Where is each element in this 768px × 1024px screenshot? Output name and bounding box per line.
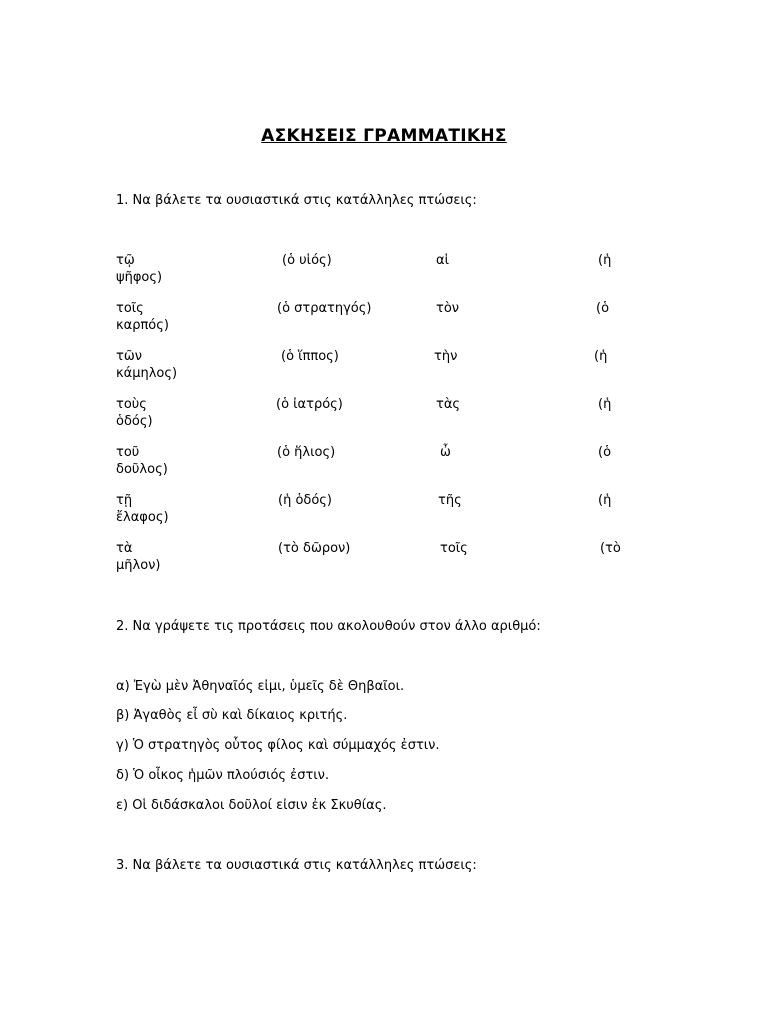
- noun-cell-end: ἔλαφος): [116, 510, 169, 525]
- noun-cell-start: (τὸ: [600, 541, 621, 556]
- noun-cell-start: (ἡ: [598, 493, 612, 508]
- noun-cell: (ὁ υἱός): [282, 253, 332, 268]
- article-cell: τὴν: [434, 349, 458, 364]
- article-cell: ὦ: [440, 445, 451, 460]
- noun-cell: (ἡ ὁδός): [278, 493, 333, 508]
- exercise2-instruction: 2. Να γράψετε τις προτάσεις που ακολουθούν στον άλλο αριθμό:: [116, 619, 541, 634]
- article-cell: αἱ: [436, 253, 449, 268]
- article-cell: τοῦ: [116, 445, 140, 460]
- article-cell: τῶν: [116, 349, 142, 364]
- article-cell: τὸν: [436, 301, 460, 316]
- sentence-item: γ) Ὁ στρατηγὸς οὗτος φίλος καὶ σύμμαχός ἐστιν.: [116, 738, 440, 753]
- noun-cell-end: ὁδός): [116, 414, 153, 429]
- article-cell: τῷ: [116, 253, 135, 268]
- page-title: ΑΣΚΗΣΕΙΣ ΓΡΑΜΜΑΤΙΚΗΣ: [261, 126, 507, 146]
- noun-cell-end: δοῦλος): [116, 462, 168, 477]
- noun-cell-end: ψῆφος): [116, 270, 163, 285]
- noun-cell-end: μῆλον): [116, 558, 161, 573]
- article-cell: τὰ: [116, 541, 133, 556]
- exercise3-instruction: 3. Να βάλετε τα ουσιαστικά στις κατάλληλες πτώσεις:: [116, 858, 477, 873]
- article-cell: τῇ: [116, 493, 133, 508]
- noun-cell-end: κάμηλος): [116, 366, 178, 381]
- sentence-item: α) Ἐγὼ μὲν Ἀθηναῖός εἰμι, ὑμεῖς δὲ Θηβαῖοι.: [116, 679, 405, 694]
- noun-cell-start: (ὁ: [598, 445, 612, 460]
- noun-cell-start: (ὁ: [596, 301, 610, 316]
- article-cell: τοῖς: [116, 301, 144, 316]
- exercise1-instruction: 1. Να βάλετε τα ουσιαστικά στις κατάλληλες πτώσεις:: [116, 193, 477, 208]
- article-cell: τῆς: [438, 493, 462, 508]
- noun-cell-start: (ἡ: [594, 349, 608, 364]
- article-cell: τοῖς: [440, 541, 468, 556]
- noun-cell: (τὸ δῶρον): [278, 541, 351, 556]
- sentence-item: δ) Ὁ οἶκος ἡμῶν πλούσιός ἐστιν.: [116, 768, 330, 783]
- noun-cell-start: (ἡ: [598, 253, 612, 268]
- noun-cell: (ὁ ἰατρός): [276, 397, 343, 412]
- sentence-item: ε) Οἱ διδάσκαλοι δοῦλοί εἰσιν ἐκ Σκυθίας.: [116, 798, 387, 813]
- noun-cell: (ὁ ἥλιος): [277, 445, 336, 460]
- noun-cell: (ὁ στρατηγός): [277, 301, 372, 316]
- noun-cell: (ὁ ἵππος): [281, 349, 339, 364]
- article-cell: τοὺς: [116, 397, 147, 412]
- article-cell: τὰς: [436, 397, 461, 412]
- noun-cell-start: (ἡ: [598, 397, 612, 412]
- sentence-item: β) Ἀγαθὸς εἶ σὺ καὶ δίκαιος κριτής.: [116, 708, 348, 723]
- noun-cell-end: καρπός): [116, 318, 169, 333]
